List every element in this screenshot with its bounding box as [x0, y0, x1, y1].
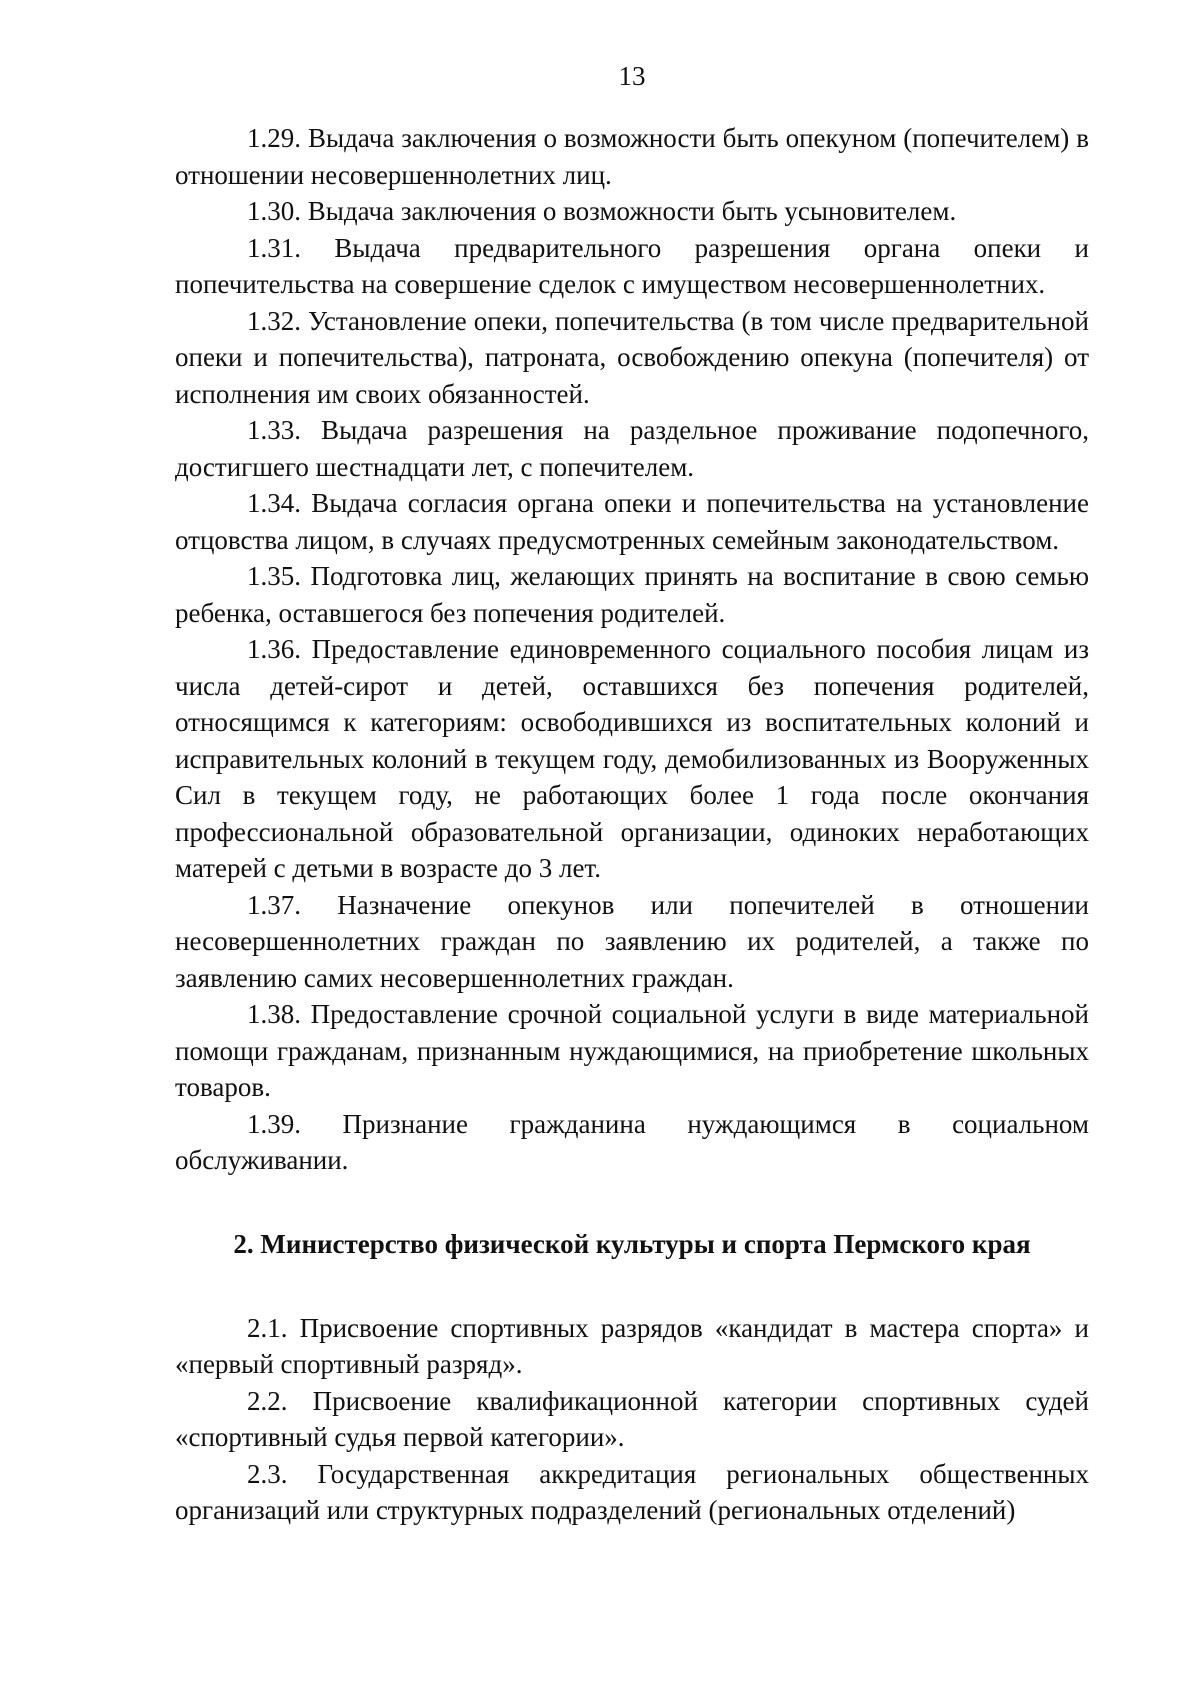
list-item-1-29: 1.29. Выдача заключения о возможности быть опекуном (попечителем) в отношении несовершеннолетних лиц. [175, 123, 1089, 190]
list-item-1-34: 1.34. Выдача согласия органа опеки и попечительства на установление отцовства лицом, в случаях предусмотренных семейным законодательством. [175, 488, 1089, 555]
list-item-1-30: 1.30. Выдача заключения о возможности быть усыновителем. [247, 196, 957, 226]
list-item-1-32: 1.32. Установление опеки, попечительства (в том числе предварительной опеки и попечительства), патроната, освобождению опекуна (попечителя) от исполнения им своих обязанностей. [175, 305, 1089, 409]
list-item-1-35: 1.35. Подготовка лиц, желающих принять на воспитание в свою семью ребенка, оставшегося без попечения родителей. [175, 561, 1089, 628]
list-item-1-31: 1.31. Выдача предварительного разрешения органа опеки и попечительства на совершение сделок с имуществом несовершеннолетних. [175, 232, 1089, 299]
page-number: 13 [618, 61, 646, 91]
list-item-1-33: 1.33. Выдача разрешения на раздельное проживание подопечного, достигшего шестнадцати лет, с попечителем. [175, 415, 1089, 482]
list-item-1-37: 1.37. Назначение опекунов или попечителей в отношении несовершеннолетних граждан по заявлению их родителей, а также по заявлению самих несовершеннолетних граждан. [175, 889, 1089, 993]
list-item-1-36: 1.36. Предоставление единовременного социального пособия лицам из числа детей-сирот и детей, оставшихся без попечения родителей, относящимся к категориям: освободившихся из воспитательных колоний и исправительных колоний в текущем году, демобилизованных из Вооруженных Сил в текущем году, не работающих более 1 года после окончания профессиональной образовательной организации, одиноких неработающих матерей с детьми в возрасте до 3 лет. [175, 634, 1089, 883]
section-heading-2: 2. Министерство физической культуры и спорта Пермского края [233, 1228, 1031, 1259]
list-item-2-2: 2.2. Присвоение квалификационной категории спортивных судей «спортивный судья первой категории». [175, 1385, 1089, 1452]
list-item-2-3: 2.3. Государственная аккредитация региональных общественных организаций или структурных подразделений (региональных отделений) [175, 1458, 1089, 1525]
list-item-1-38: 1.38. Предоставление срочной социальной услуги в виде материальной помощи гражданам, признанным нуждающимися, на приобретение школьных товаров. [175, 999, 1089, 1102]
list-item-2-1: 2.1. Присвоение спортивных разрядов «кандидат в мастера спорта» и «первый спортивный разряд». [175, 1312, 1089, 1379]
document-body [175, 120, 1089, 1529]
list-item-1-39: 1.39. Признание гражданина нуждающимся в социальном обслуживании. [175, 1108, 1089, 1175]
